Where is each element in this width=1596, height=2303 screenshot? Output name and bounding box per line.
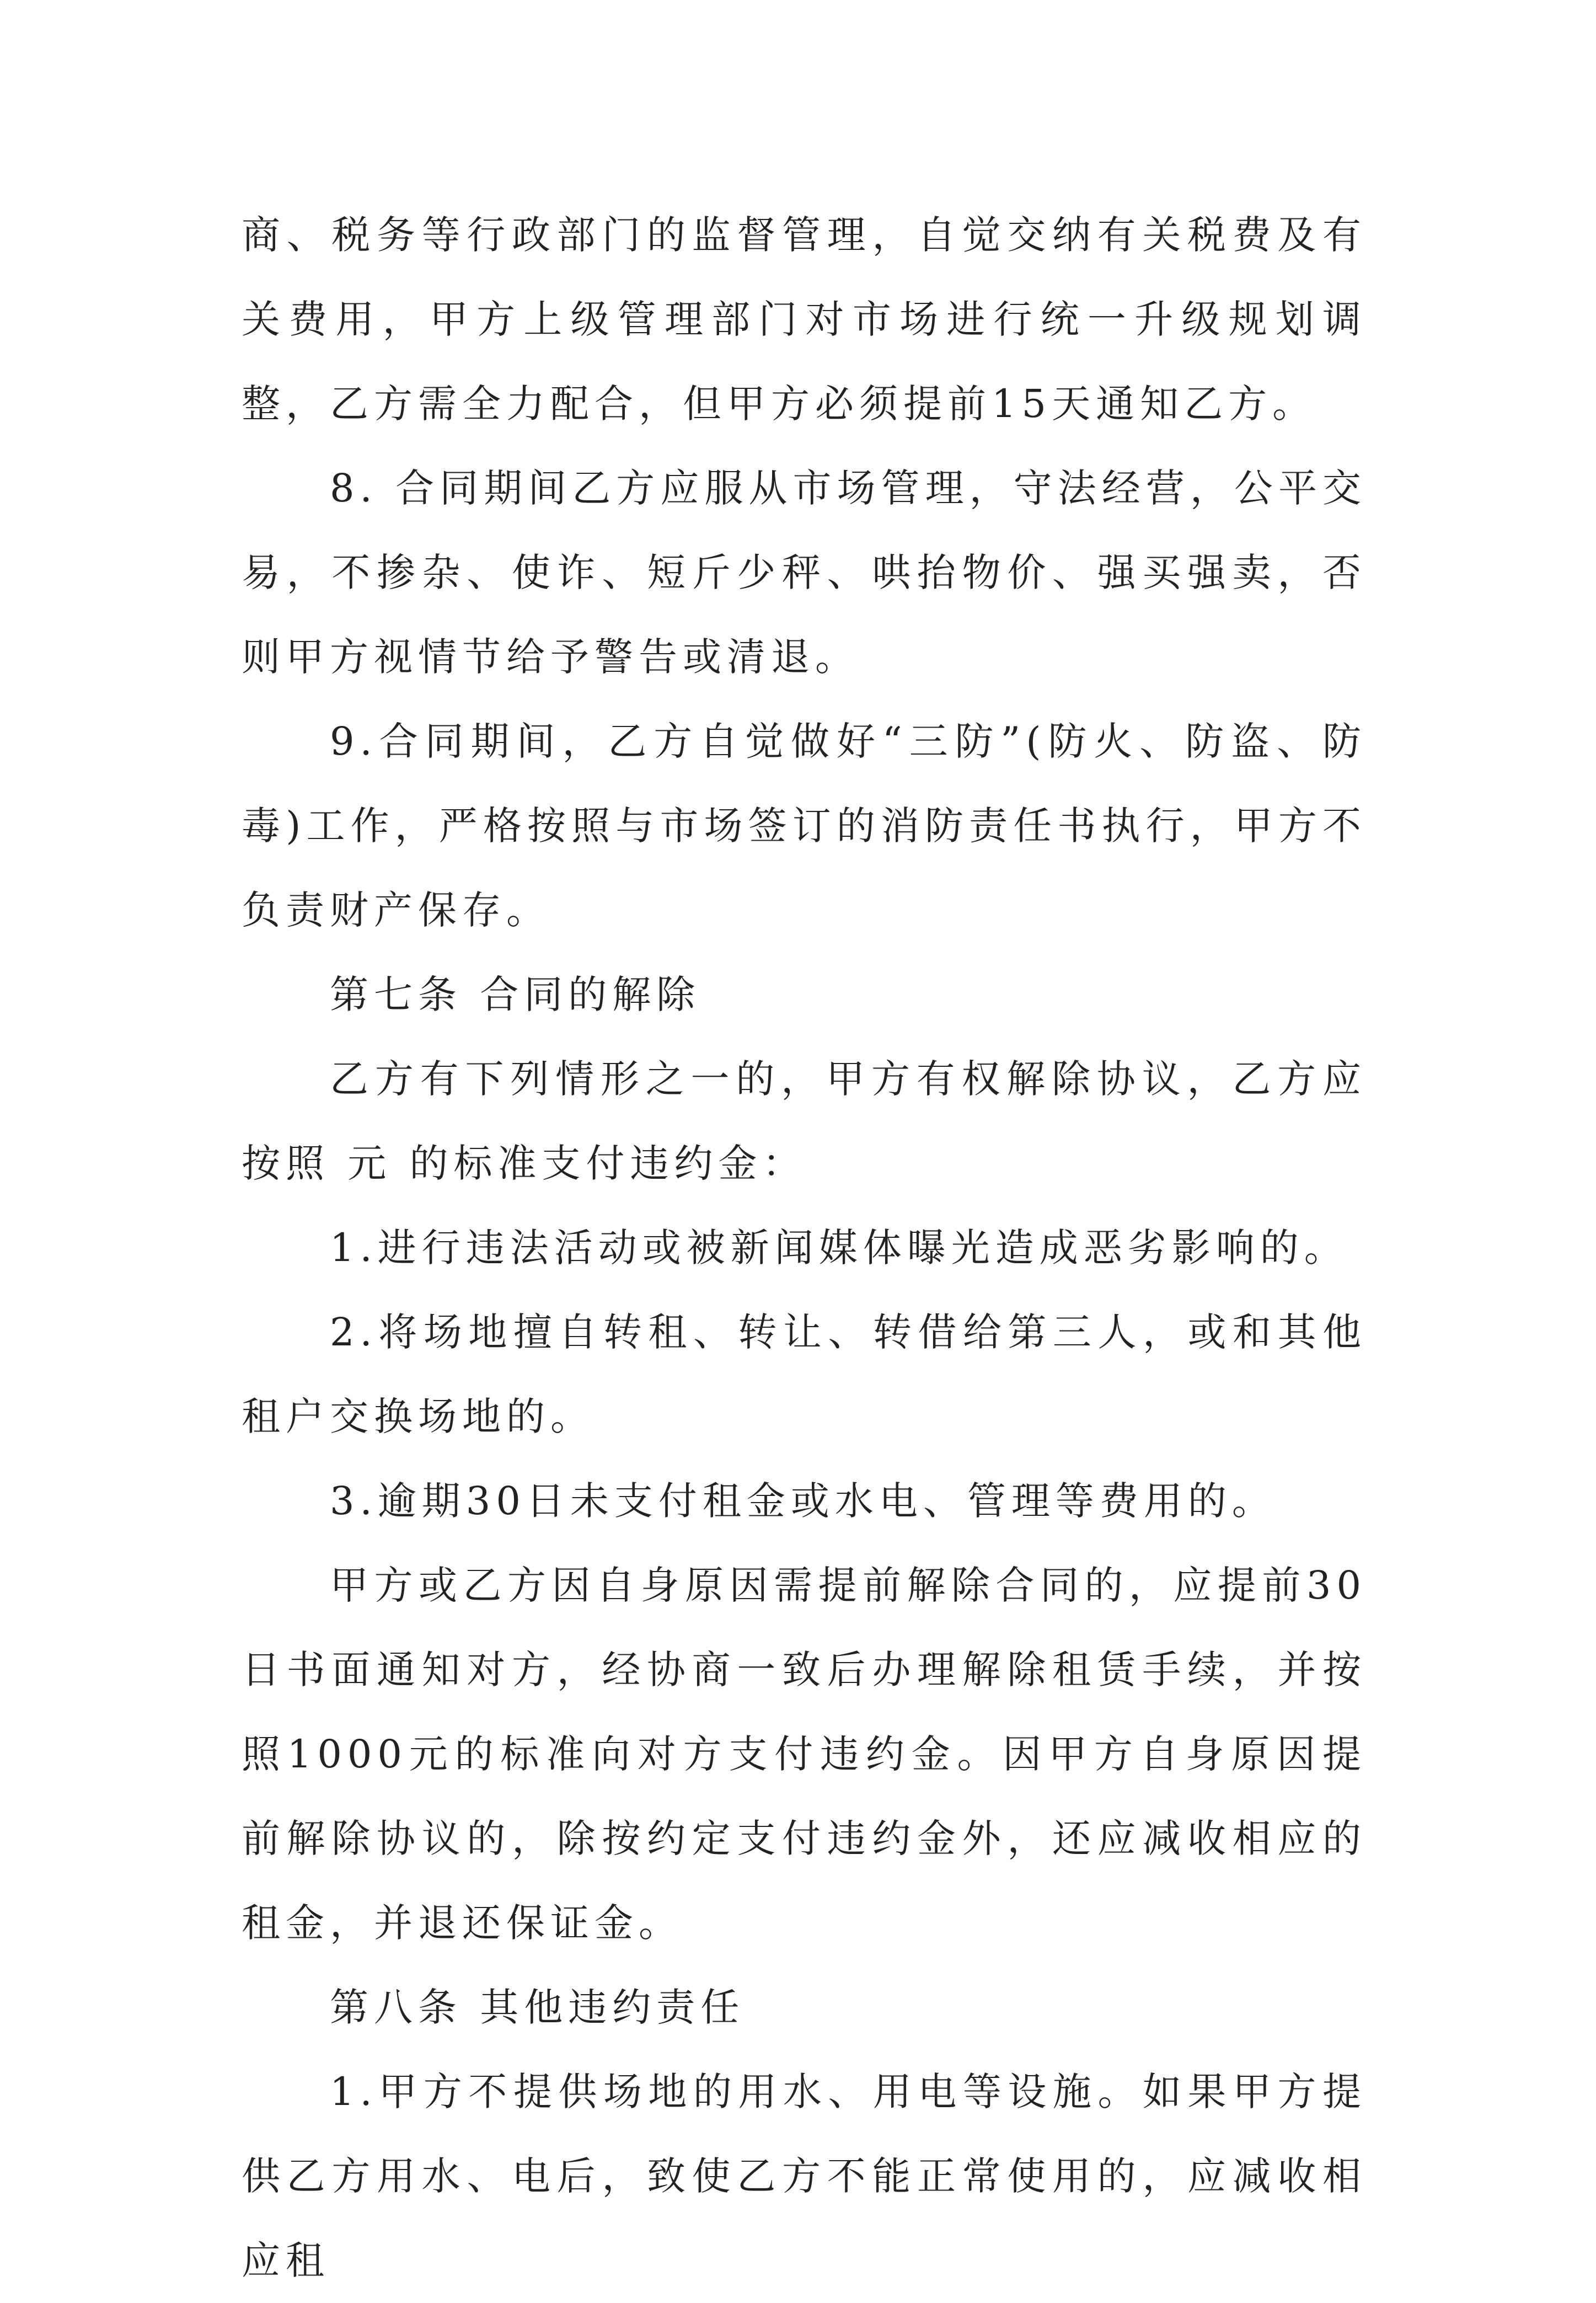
section-heading-8: 第八条 其他违约责任 [330, 1985, 745, 2030]
paragraph-11: 1.甲方不提供场地的用水、用电等设施。如果甲方提供乙方用水、电后，致使乙方不能正常使用的，应减收相应租 [242, 2069, 1367, 2283]
paragraph-9: 甲方或乙方因自身原因需提前解除合同的，应提前30日书面通知对方，经协商一致后办理解除租赁手续，并按照1000元的标准向对方支付违约金。因甲方自身原因提前解除协议的，除按约定支付违约金外，还应减收相应的租金，并退还保证金。 [242, 1563, 1367, 1946]
paragraph-1: 商、税务等行政部门的监督管理，自觉交纳有关税费及有关费用，甲方上级管理部门对市场进行统一升级规划调整，乙方需全力配合，但甲方必须提前15天通知乙方。 [242, 212, 1367, 426]
paragraph-7: 2.将场地擅自转租、转让、转借给第三人，或和其他租户交换场地的。 [242, 1310, 1367, 1439]
paragraph-8: 3.逾期30日未支付租金或水电、管理等费用的。 [330, 1478, 1276, 1524]
paragraph-6: 1.进行违法活动或被新闻媒体曝光造成恶劣影响的。 [330, 1225, 1348, 1270]
document-body [242, 193, 1367, 2303]
paragraph-2: 8. 合同期间乙方应服从市场管理，守法经营，公平交易，不掺杂、使诈、短斤少秤、哄抬物价、强买强卖，否则甲方视情节给予警告或清退。 [242, 466, 1367, 680]
paragraph-3: 9.合同期间，乙方自觉做好“三防”(防火、防盗、防毒)工作，严格按照与市场签订的消防责任书执行，甲方不负责财产保存。 [242, 719, 1367, 933]
paragraph-5: 乙方有下列情形之一的，甲方有权解除协议，乙方应按照 元 的标准支付违约金： [242, 1056, 1367, 1186]
section-heading-7: 第七条 合同的解除 [330, 972, 701, 1017]
